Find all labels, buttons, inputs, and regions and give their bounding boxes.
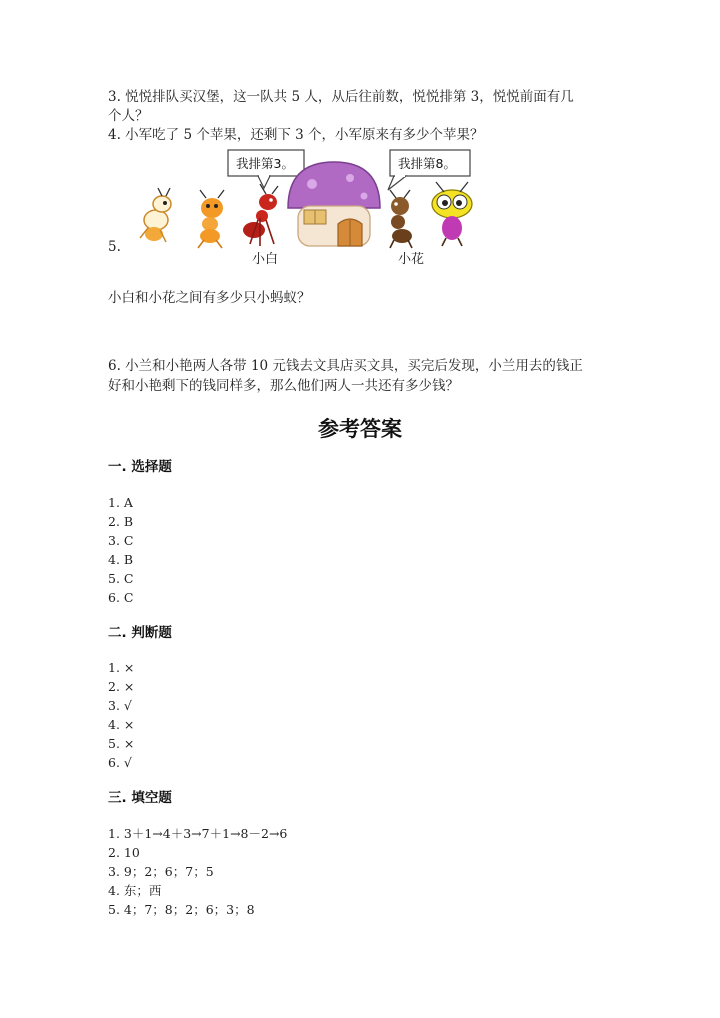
answer-item: 5. × [108,736,135,751]
answers-title: 参考答案 [318,417,402,441]
answer-item: 6. √ [108,755,132,770]
ant-5-icon [432,182,472,246]
answer-item: 3. √ [108,698,132,713]
ant-2-icon [198,190,224,248]
section-heading-choice: 一. 选择题 [108,459,172,475]
answer-item: 5. 4；7；8；2；6；3；8 [108,902,255,917]
answer-item: 1. × [108,660,135,675]
answer-item: 2. B [108,514,134,529]
answer-item: 4. × [108,717,135,732]
question-3-line-1: 3. 悦悦排队买汉堡，这一队共 5 人，从后往前数，悦悦排第 3，悦悦前面有几 [108,89,574,105]
ant-queue-svg [128,148,488,270]
question-4: 4. 小军吃了 5 个苹果，还剩下 3 个，小军原来有多少个苹果？ [108,127,484,143]
question-3-line-2: 个人？ [108,108,149,124]
mushroom-house-icon [288,162,380,246]
answer-item: 4. B [108,552,134,567]
ant-1-icon [140,188,171,242]
question-6-line-1: 6. 小兰和小艳两人各带 10 元钱去文具店买文具，买完后发现，小兰用去的钱正 [108,358,583,374]
question-5-text: 小白和小花之间有多少只小蚂蚁？ [108,290,311,306]
section-heading-fill: 三. 填空题 [108,790,172,806]
answer-item: 2. 10 [108,845,140,860]
answer-item: 2. × [108,679,135,694]
answer-item: 3. C [108,533,134,548]
answer-item: 4. 东；西 [108,883,162,898]
answer-item: 3. 9；2；6；7；5 [108,864,214,879]
ant-xiaobai-icon [243,184,278,246]
question-5-number: 5. [108,239,121,255]
ant-xiaohua-icon [390,190,412,248]
answer-item: 5. C [108,571,134,586]
question-6-line-2: 好和小艳剩下的钱同样多，那么他们两人一共还有多少钱？ [108,378,459,394]
label-xiaobai: 小白 [252,252,279,267]
answer-item: 1. A [108,495,133,510]
section-heading-judgment: 二. 判断题 [108,625,172,641]
ant-queue-illustration [128,148,488,270]
label-xiaohua: 小花 [398,252,425,267]
answer-item: 6. C [108,590,134,605]
answer-item: 1. 3＋1→4＋3→7＋1→8－2→6 [108,826,288,841]
speech-bubble-right [388,150,470,190]
speech-bubble-right-text: 我排第8。 [398,156,456,171]
speech-bubble-left-text: 我排第3。 [236,156,294,171]
